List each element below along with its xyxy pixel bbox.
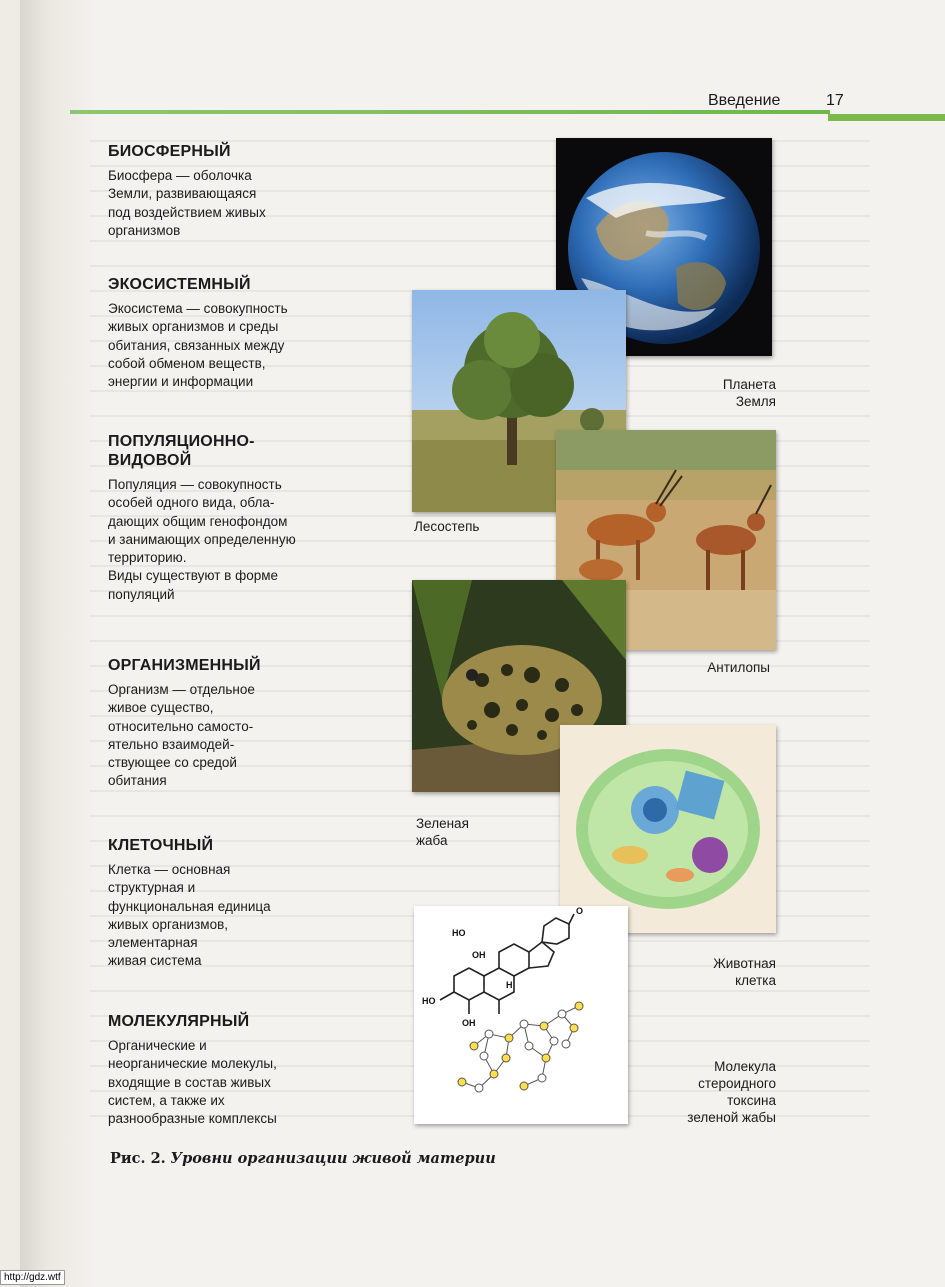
- page-number: 17: [826, 92, 844, 109]
- level-description: Экосистема — совокупность живых организмов и среды обитания, связанных между собой обменом веществ, энергии и информации: [108, 301, 288, 390]
- header-rule-accent: [828, 114, 945, 121]
- atom-label-oh-low: OH: [462, 1018, 476, 1028]
- figure-caption-text: Уровни организации живой материи: [170, 1150, 496, 1167]
- atom-label-o: O: [576, 906, 584, 916]
- toad-label: Зеленая жаба: [416, 816, 469, 848]
- earth-label: Планета Земля: [722, 377, 776, 409]
- level-description: Организм — отдельное живое существо, относительно самосто- ятельно взаимодей- ствующее со средой обитания: [108, 682, 255, 789]
- atom-label-ho-bottom: HO: [422, 996, 436, 1006]
- forest-steppe-label: Лесостепь: [414, 519, 480, 534]
- level-cellular: [108, 836, 358, 971]
- molecule-diagram: [414, 906, 628, 1124]
- level-title: ПОПУЛЯЦИОННО- ВИДОВОЙ: [108, 433, 255, 469]
- figure-number: Рис. 2.: [110, 1150, 166, 1167]
- level-title: МОЛЕКУЛЯРНЫЙ: [108, 1013, 250, 1030]
- level-population-species: [108, 432, 358, 604]
- molecule-label: Молекула стероидного токсина зеленой жабы: [687, 1059, 776, 1125]
- level-organism: [108, 656, 358, 791]
- level-description: Биосфера — оболочка Земли, развивающаяся под воздействием живых организмов: [108, 168, 266, 238]
- header-rule: [70, 110, 830, 114]
- atom-label-oh: OH: [472, 950, 486, 960]
- level-description: Популяция — совокупность особей одного вида, обла- дающих общим генофондом и занимающих определенную территорию. Виды существуют в форме популяций: [108, 477, 296, 602]
- figure-caption: [110, 1150, 496, 1167]
- level-title: ЭКОСИСТЕМНЫЙ: [108, 276, 251, 293]
- atom-label-ho: HO: [452, 928, 466, 938]
- level-title: БИОСФЕРНЫЙ: [108, 143, 231, 160]
- level-description: Органические и неорганические молекулы, входящие в состав живых систем, а также их разнообразные комплексы: [108, 1038, 277, 1127]
- level-ecosystem: [108, 275, 358, 391]
- cell-photo: [560, 725, 776, 933]
- level-molecular: [108, 1012, 358, 1128]
- cell-label: Животная клетка: [713, 956, 776, 988]
- antelopes-label: Антилопы: [707, 660, 770, 675]
- watermark-link[interactable]: http://gdz.wtf: [0, 1270, 65, 1285]
- level-biosphere: [108, 142, 358, 240]
- level-title: ОРГАНИЗМЕННЫЙ: [108, 657, 261, 674]
- section-title: Введение: [708, 92, 781, 109]
- level-description: Клетка — основная структурная и функциональная единица живых организмов, элементарная живая система: [108, 862, 271, 969]
- level-title: КЛЕТОЧНЫЙ: [108, 837, 214, 854]
- atom-label-h: H: [506, 980, 513, 990]
